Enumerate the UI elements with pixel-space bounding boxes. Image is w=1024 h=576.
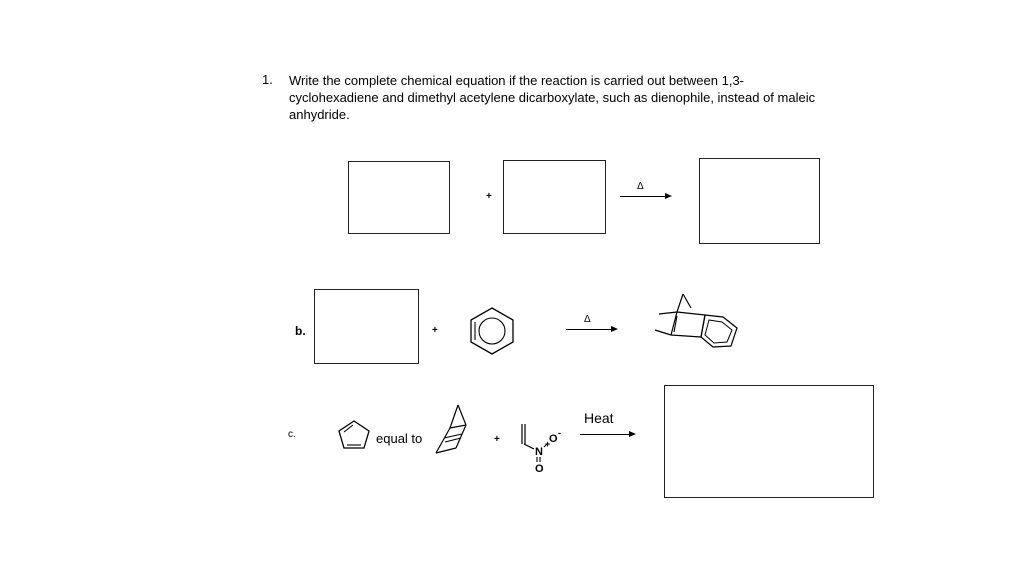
- heat-symbol-a: Δ: [637, 181, 644, 192]
- answer-box-c-product[interactable]: [664, 385, 874, 498]
- plus-sign-c: +: [494, 434, 500, 445]
- answer-box-a-product[interactable]: [699, 158, 820, 244]
- answer-box-a-reactant1[interactable]: [348, 161, 450, 234]
- nitro-plus-charge: +: [545, 439, 551, 449]
- heat-label-c: Heat: [584, 410, 614, 426]
- heat-symbol-b: Δ: [584, 314, 591, 325]
- part-b-label: b.: [295, 324, 306, 338]
- nitro-n-atom: N: [535, 446, 543, 458]
- plus-sign-a: +: [486, 191, 492, 202]
- benzyne-structure: [462, 305, 522, 355]
- answer-box-a-reactant2[interactable]: [503, 160, 606, 234]
- question-number: 1.: [262, 72, 273, 87]
- equal-to-text: equal to: [376, 431, 423, 446]
- cyclopentadiene-structure: [336, 419, 372, 451]
- plus-sign-b: +: [432, 325, 438, 336]
- bridged-diene-structure: [432, 403, 472, 458]
- nitro-o-atom: O: [535, 463, 544, 475]
- reaction-arrow-a: [620, 196, 670, 197]
- nitroethylene-bonds: [518, 422, 551, 462]
- product-structure-b: [645, 290, 745, 360]
- part-c-label: c.: [288, 429, 296, 440]
- reaction-arrow-c: [580, 434, 634, 435]
- answer-box-b-reactant[interactable]: [314, 289, 419, 364]
- reaction-arrow-b: [566, 329, 616, 330]
- nitro-o-minus-atom: O: [549, 433, 558, 445]
- nitro-minus-charge: -: [558, 428, 561, 438]
- question-text: Write the complete chemical equation if the reaction is carried out between 1,3-cyclohexadiene and dimethyl acetylene dicarboxylate, such as dienophile, instead of maleic anhydride.: [289, 73, 816, 122]
